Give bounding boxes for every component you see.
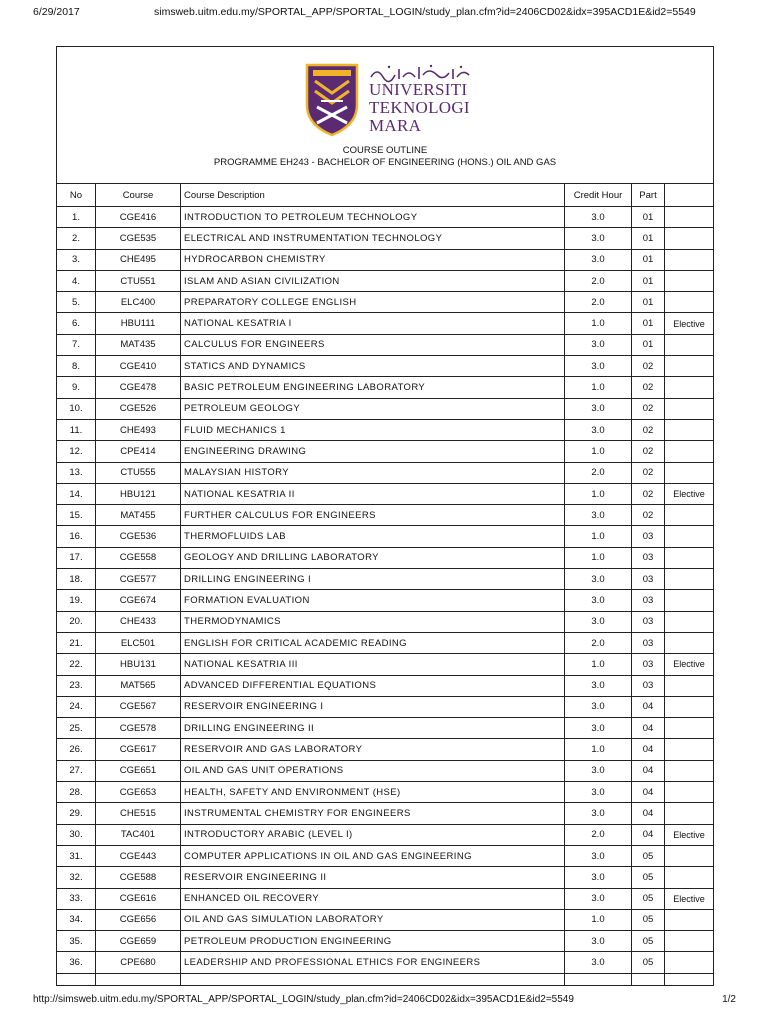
cell-no: 11. <box>57 419 96 440</box>
cell-credit-hour: 1.0 <box>565 526 632 547</box>
table-row <box>57 569 713 590</box>
cell-elective-note <box>665 675 714 696</box>
cell-course-code: CGE659 <box>96 931 181 952</box>
cell-no: 29. <box>57 803 96 824</box>
uitm-logo <box>303 61 473 137</box>
cell-no: 23. <box>57 675 96 696</box>
cell-course-description: FORMATION EVALUATION <box>181 590 565 611</box>
table-row <box>57 718 713 739</box>
table-row <box>57 782 713 803</box>
cell-no: 33. <box>57 888 96 909</box>
cell-elective-note <box>665 611 714 632</box>
cell-course-description: RESERVOIR AND GAS LABORATORY <box>181 739 565 760</box>
cell-part: 02 <box>632 483 665 504</box>
cell-course-code: CGE416 <box>96 207 181 228</box>
cell-credit-hour: 3.0 <box>565 888 632 909</box>
cell-credit-hour: 3.0 <box>565 569 632 590</box>
cell-course-code: CGE577 <box>96 569 181 590</box>
cell-no: 14. <box>57 483 96 504</box>
cell-elective-note <box>665 228 714 249</box>
cell-no: 19. <box>57 590 96 611</box>
cell-no: 32. <box>57 867 96 888</box>
cell-credit-hour: 1.0 <box>565 547 632 568</box>
page-number: 1/2 <box>722 994 736 1005</box>
cell-course-code: HBU121 <box>96 483 181 504</box>
cell-elective-note <box>665 462 714 483</box>
cell-credit-hour: 3.0 <box>565 505 632 526</box>
cell-course-description: THERMOFLUIDS LAB <box>181 526 565 547</box>
cell-credit-hour: 3.0 <box>565 696 632 717</box>
cell-course-description: LEADERSHIP AND PROFESSIONAL ETHICS FOR ENGINEERS <box>181 952 565 973</box>
cell-credit-hour: 3.0 <box>565 356 632 377</box>
cell-part: 02 <box>632 462 665 483</box>
cell-elective-note <box>665 909 714 930</box>
cell-course-description: DRILLING ENGINEERING II <box>181 718 565 739</box>
table-row <box>57 207 713 228</box>
table-row <box>57 888 713 909</box>
cell-course-code: CGE567 <box>96 696 181 717</box>
cell-part: 02 <box>632 398 665 419</box>
cell-elective-note <box>665 803 714 824</box>
cell-course-description: NATIONAL KESATRIA III <box>181 654 565 675</box>
cell-course-description: HYDROCARBON CHEMISTRY <box>181 249 565 270</box>
cell-course-code: CGE410 <box>96 356 181 377</box>
cell-elective-note <box>665 270 714 291</box>
table-row <box>57 675 713 696</box>
cell-credit-hour: 2.0 <box>565 632 632 653</box>
cell-part: 03 <box>632 547 665 568</box>
table-row <box>57 973 713 986</box>
cell-no: 5. <box>57 292 96 313</box>
cell-elective-note <box>665 547 714 568</box>
table-row <box>57 845 713 866</box>
cell-credit-hour: 3.0 <box>565 675 632 696</box>
cell-credit-hour: 2.0 <box>565 824 632 845</box>
cell-course-description: BASIC PETROLEUM ENGINEERING LABORATORY <box>181 377 565 398</box>
cell-no: 2. <box>57 228 96 249</box>
cell-no: 27. <box>57 760 96 781</box>
cell-course-description: FLUID MECHANICS 1 <box>181 419 565 440</box>
column-header-course: Course <box>96 184 181 207</box>
cell-credit-hour: 3.0 <box>565 782 632 803</box>
cell-no: 34. <box>57 909 96 930</box>
cell-course-code: CGE558 <box>96 547 181 568</box>
cell-course-description: OIL AND GAS SIMULATION LABORATORY <box>181 909 565 930</box>
cell-course-code: CGE578 <box>96 718 181 739</box>
print-date: 6/29/2017 <box>33 6 80 18</box>
cell-course-code: ELC400 <box>96 292 181 313</box>
cell-elective-note <box>665 696 714 717</box>
table-row <box>57 590 713 611</box>
table-row <box>57 867 713 888</box>
cell-course-code: CTU555 <box>96 462 181 483</box>
cell-elective-note <box>665 952 714 973</box>
table-row <box>57 249 713 270</box>
cell-credit-hour: 3.0 <box>565 803 632 824</box>
cell-part: 01 <box>632 207 665 228</box>
cell-part: 01 <box>632 313 665 334</box>
cell-course-description: ADVANCED DIFFERENTIAL EQUATIONS <box>181 675 565 696</box>
cell-part: 03 <box>632 611 665 632</box>
cell-course-code: CHE433 <box>96 611 181 632</box>
cell-no: 35. <box>57 931 96 952</box>
cell-course-description: INTRODUCTORY ARABIC (LEVEL I) <box>181 824 565 845</box>
cell-course-code: CTU551 <box>96 270 181 291</box>
cell-elective-note <box>665 398 714 419</box>
column-header-part: Part <box>632 184 665 207</box>
cell-no: 1. <box>57 207 96 228</box>
cell-credit-hour: 2.0 <box>565 292 632 313</box>
cell-elective-note <box>665 207 714 228</box>
cell-part: 03 <box>632 654 665 675</box>
table-row <box>57 270 713 291</box>
cell-course-code: CPE414 <box>96 441 181 462</box>
cell-credit-hour: 3.0 <box>565 845 632 866</box>
cell-elective-note <box>665 377 714 398</box>
cell-credit-hour: 1.0 <box>565 441 632 462</box>
cell-elective-note: Elective <box>665 654 714 675</box>
cell-course-description: RESERVOIR ENGINEERING I <box>181 696 565 717</box>
cell-part: 01 <box>632 228 665 249</box>
cell-elective-note <box>665 441 714 462</box>
table-row <box>57 739 713 760</box>
cell-part: 03 <box>632 590 665 611</box>
cell-course-code: CGE443 <box>96 845 181 866</box>
cell-credit-hour: 3.0 <box>565 419 632 440</box>
cell-course-code: CHE493 <box>96 419 181 440</box>
cell-credit-hour: 1.0 <box>565 654 632 675</box>
cell-credit-hour: 2.0 <box>565 462 632 483</box>
table-row <box>57 952 713 973</box>
cell-course-description: OIL AND GAS UNIT OPERATIONS <box>181 760 565 781</box>
cell-course-code: CPE680 <box>96 952 181 973</box>
course-outline-frame <box>56 46 714 986</box>
cell-no: 25. <box>57 718 96 739</box>
cell-course-code: CHE515 <box>96 803 181 824</box>
cell-elective-note: Elective <box>665 824 714 845</box>
outline-title-block <box>57 145 713 169</box>
cell-part: 01 <box>632 334 665 355</box>
course-table <box>57 184 713 986</box>
cell-no <box>57 973 96 986</box>
cell-course-description: ENGINEERING DRAWING <box>181 441 565 462</box>
cell-course-description: ENHANCED OIL RECOVERY <box>181 888 565 909</box>
table-row <box>57 632 713 653</box>
cell-course-code <box>96 973 181 986</box>
print-url: simsweb.uitm.edu.my/SPORTAL_APP/SPORTAL_LOGIN/study_plan.cfm?id=2406CD02&idx=395ACD1E&id2=5549 <box>154 6 696 18</box>
cell-no: 30. <box>57 824 96 845</box>
table-row <box>57 760 713 781</box>
cell-no: 8. <box>57 356 96 377</box>
cell-course-code: CGE536 <box>96 526 181 547</box>
cell-course-description: FURTHER CALCULUS FOR ENGINEERS <box>181 505 565 526</box>
cell-part: 05 <box>632 909 665 930</box>
table-row <box>57 505 713 526</box>
cell-part: 01 <box>632 270 665 291</box>
table-row <box>57 909 713 930</box>
cell-course-description: ELECTRICAL AND INSTRUMENTATION TECHNOLOGY <box>181 228 565 249</box>
table-row <box>57 526 713 547</box>
cell-part: 05 <box>632 931 665 952</box>
cell-course-code: CGE588 <box>96 867 181 888</box>
cell-no: 31. <box>57 845 96 866</box>
cell-course-description: STATICS AND DYNAMICS <box>181 356 565 377</box>
cell-elective-note <box>665 760 714 781</box>
cell-elective-note <box>665 782 714 803</box>
logo-line-3: MARA <box>369 116 422 135</box>
cell-no: 9. <box>57 377 96 398</box>
cell-credit-hour: 1.0 <box>565 313 632 334</box>
cell-credit-hour: 3.0 <box>565 931 632 952</box>
cell-course-description: CALCULUS FOR ENGINEERS <box>181 334 565 355</box>
table-row <box>57 377 713 398</box>
document-title: COURSE OUTLINE <box>342 145 428 156</box>
cell-course-description: INTRODUCTION TO PETROLEUM TECHNOLOGY <box>181 207 565 228</box>
cell-course-code: CGE617 <box>96 739 181 760</box>
logo-line-1: UNIVERSITI <box>369 80 468 99</box>
cell-elective-note <box>665 569 714 590</box>
crest-icon <box>303 61 361 137</box>
cell-course-description: ENGLISH FOR CRITICAL ACADEMIC READING <box>181 632 565 653</box>
cell-no: 4. <box>57 270 96 291</box>
cell-part: 05 <box>632 888 665 909</box>
table-row <box>57 419 713 440</box>
logo-wordmark <box>369 81 470 135</box>
cell-course-description: HEALTH, SAFETY AND ENVIRONMENT (HSE) <box>181 782 565 803</box>
cell-no: 3. <box>57 249 96 270</box>
cell-course-code: HBU111 <box>96 313 181 334</box>
cell-part: 04 <box>632 760 665 781</box>
cell-no: 21. <box>57 632 96 653</box>
cell-credit-hour: 1.0 <box>565 377 632 398</box>
cell-elective-note <box>665 931 714 952</box>
cell-no: 7. <box>57 334 96 355</box>
cell-course-code: CHE495 <box>96 249 181 270</box>
cell-credit-hour: 3.0 <box>565 207 632 228</box>
cell-part: 02 <box>632 419 665 440</box>
cell-course-code: CGE651 <box>96 760 181 781</box>
cell-course-description: NATIONAL KESATRIA II <box>181 483 565 504</box>
cell-elective-note <box>665 249 714 270</box>
cell-part <box>632 973 665 986</box>
cell-part: 04 <box>632 803 665 824</box>
cell-elective-note: Elective <box>665 313 714 334</box>
cell-credit-hour: 3.0 <box>565 952 632 973</box>
cell-credit-hour: 3.0 <box>565 611 632 632</box>
cell-course-code: MAT455 <box>96 505 181 526</box>
cell-no: 12. <box>57 441 96 462</box>
cell-course-code: CGE535 <box>96 228 181 249</box>
cell-elective-note <box>665 718 714 739</box>
cell-part: 04 <box>632 824 665 845</box>
cell-course-description: ISLAM AND ASIAN CIVILIZATION <box>181 270 565 291</box>
cell-elective-note <box>665 526 714 547</box>
table-row <box>57 334 713 355</box>
cell-no: 16. <box>57 526 96 547</box>
table-row <box>57 398 713 419</box>
cell-part: 01 <box>632 292 665 313</box>
table-row <box>57 228 713 249</box>
logo-line-2: TEKNOLOGI <box>369 98 470 117</box>
table-row <box>57 292 713 313</box>
cell-part: 02 <box>632 505 665 526</box>
cell-credit-hour: 3.0 <box>565 867 632 888</box>
cell-part: 02 <box>632 356 665 377</box>
cell-course-code: CGE656 <box>96 909 181 930</box>
cell-no: 22. <box>57 654 96 675</box>
cell-course-description: PREPARATORY COLLEGE ENGLISH <box>181 292 565 313</box>
cell-no: 26. <box>57 739 96 760</box>
cell-part: 03 <box>632 526 665 547</box>
cell-course-description: THERMODYNAMICS <box>181 611 565 632</box>
cell-credit-hour: 3.0 <box>565 228 632 249</box>
table-row <box>57 696 713 717</box>
cell-course-code: HBU131 <box>96 654 181 675</box>
table-header-row <box>57 184 713 207</box>
cell-elective-note <box>665 334 714 355</box>
programme-title: PROGRAMME EH243 - BACHELOR OF ENGINEERING (HONS.) OIL AND GAS <box>213 157 557 168</box>
cell-no: 18. <box>57 569 96 590</box>
document-header <box>57 47 713 184</box>
column-header-no: No <box>57 184 96 207</box>
cell-course-code: CGE674 <box>96 590 181 611</box>
cell-elective-note <box>665 845 714 866</box>
cell-elective-note: Elective <box>665 888 714 909</box>
table-row <box>57 356 713 377</box>
table-row <box>57 462 713 483</box>
table-row <box>57 547 713 568</box>
cell-course-description: INSTRUMENTAL CHEMISTRY FOR ENGINEERS <box>181 803 565 824</box>
cell-credit-hour <box>565 973 632 986</box>
cell-no: 17. <box>57 547 96 568</box>
cell-part: 04 <box>632 718 665 739</box>
cell-no: 15. <box>57 505 96 526</box>
cell-course-code: ELC501 <box>96 632 181 653</box>
column-header-description: Course Description <box>181 184 565 207</box>
column-header-credit-hour: Credit Hour <box>565 184 632 207</box>
footer-url: http://simsweb.uitm.edu.my/SPORTAL_APP/SPORTAL_LOGIN/study_plan.cfm?id=2406CD02&idx=395ACD1E&id2=5549 <box>33 994 574 1005</box>
cell-course-description <box>181 973 565 986</box>
cell-part: 03 <box>632 675 665 696</box>
cell-course-code: CGE526 <box>96 398 181 419</box>
cell-part: 05 <box>632 867 665 888</box>
cell-elective-note <box>665 973 714 986</box>
cell-elective-note: Elective <box>665 483 714 504</box>
cell-part: 04 <box>632 696 665 717</box>
cell-elective-note <box>665 590 714 611</box>
cell-course-description: NATIONAL KESATRIA I <box>181 313 565 334</box>
cell-no: 24. <box>57 696 96 717</box>
cell-part: 05 <box>632 952 665 973</box>
cell-course-description: PETROLEUM PRODUCTION ENGINEERING <box>181 931 565 952</box>
cell-credit-hour: 3.0 <box>565 718 632 739</box>
cell-elective-note <box>665 356 714 377</box>
table-row <box>57 441 713 462</box>
column-header-note <box>665 184 714 207</box>
cell-part: 03 <box>632 632 665 653</box>
table-row <box>57 931 713 952</box>
cell-elective-note <box>665 739 714 760</box>
cell-course-code: CGE653 <box>96 782 181 803</box>
cell-course-description: GEOLOGY AND DRILLING LABORATORY <box>181 547 565 568</box>
cell-credit-hour: 1.0 <box>565 483 632 504</box>
cell-no: 20. <box>57 611 96 632</box>
cell-credit-hour: 3.0 <box>565 398 632 419</box>
cell-elective-note <box>665 632 714 653</box>
cell-course-description: MALAYSIAN HISTORY <box>181 462 565 483</box>
print-footer <box>0 992 768 1012</box>
cell-course-code: MAT435 <box>96 334 181 355</box>
table-row <box>57 483 713 504</box>
cell-credit-hour: 2.0 <box>565 270 632 291</box>
table-row <box>57 824 713 845</box>
table-row <box>57 654 713 675</box>
cell-elective-note <box>665 419 714 440</box>
table-row <box>57 313 713 334</box>
cell-elective-note <box>665 292 714 313</box>
print-header <box>0 0 768 24</box>
cell-credit-hour: 3.0 <box>565 334 632 355</box>
cell-course-code: CGE478 <box>96 377 181 398</box>
cell-no: 6. <box>57 313 96 334</box>
cell-no: 13. <box>57 462 96 483</box>
cell-no: 10. <box>57 398 96 419</box>
cell-credit-hour: 3.0 <box>565 590 632 611</box>
cell-course-description: DRILLING ENGINEERING I <box>181 569 565 590</box>
cell-credit-hour: 1.0 <box>565 739 632 760</box>
cell-credit-hour: 3.0 <box>565 249 632 270</box>
cell-course-code: CGE616 <box>96 888 181 909</box>
course-rows <box>57 207 713 987</box>
cell-elective-note <box>665 505 714 526</box>
cell-credit-hour: 1.0 <box>565 909 632 930</box>
cell-part: 04 <box>632 782 665 803</box>
cell-part: 02 <box>632 377 665 398</box>
cell-part: 01 <box>632 249 665 270</box>
cell-no: 28. <box>57 782 96 803</box>
cell-elective-note <box>665 867 714 888</box>
cell-part: 04 <box>632 739 665 760</box>
table-row <box>57 611 713 632</box>
cell-course-code: TAC401 <box>96 824 181 845</box>
cell-course-description: RESERVOIR ENGINEERING II <box>181 867 565 888</box>
cell-part: 05 <box>632 845 665 866</box>
cell-part: 03 <box>632 569 665 590</box>
cell-credit-hour: 3.0 <box>565 760 632 781</box>
table-row <box>57 803 713 824</box>
cell-course-description: COMPUTER APPLICATIONS IN OIL AND GAS ENGINEERING <box>181 845 565 866</box>
cell-no: 36. <box>57 952 96 973</box>
cell-part: 02 <box>632 441 665 462</box>
cell-course-description: PETROLEUM GEOLOGY <box>181 398 565 419</box>
cell-course-code: MAT565 <box>96 675 181 696</box>
